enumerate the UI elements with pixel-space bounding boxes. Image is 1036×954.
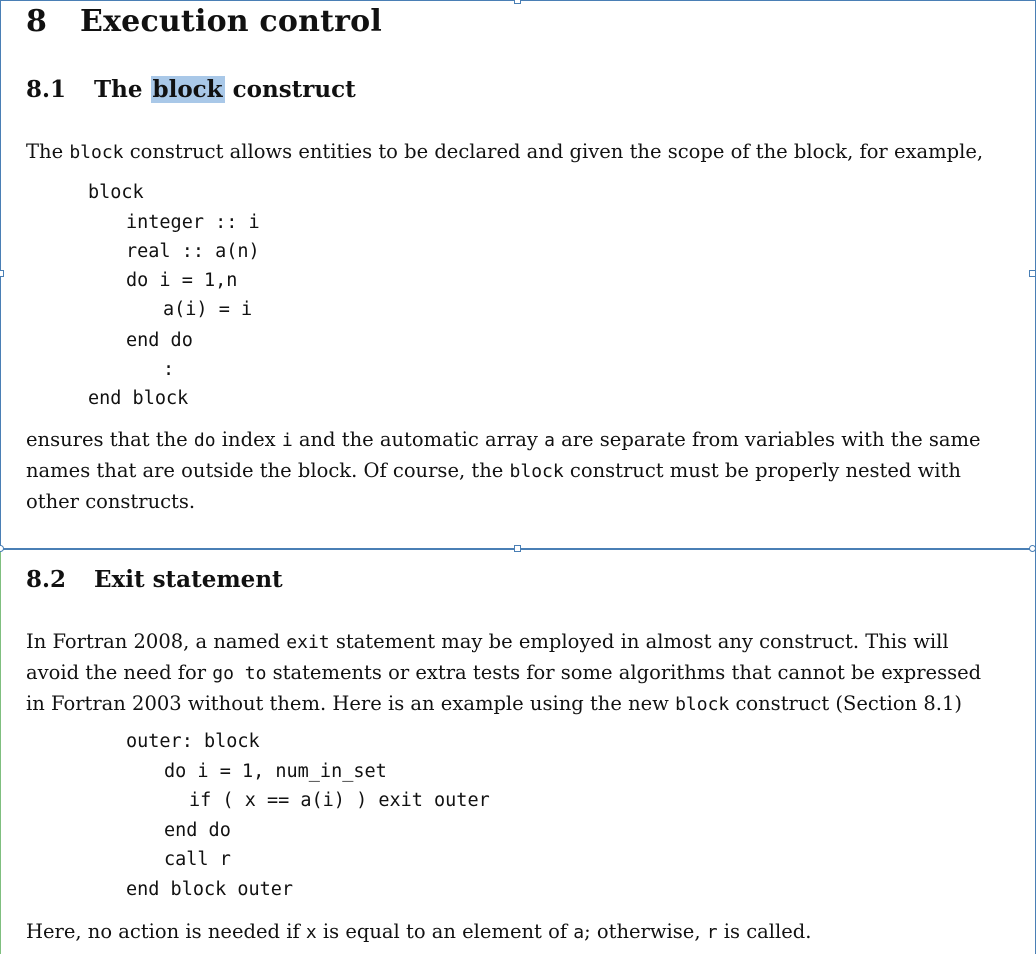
code-line: end block xyxy=(88,388,189,409)
section-title: Execution control xyxy=(80,4,382,39)
resize-handle-bottom-right[interactable] xyxy=(1029,545,1036,552)
code-line: call r xyxy=(164,849,231,870)
code-line: integer :: i xyxy=(126,212,260,233)
subsection-title-end: construct xyxy=(232,76,356,103)
subsection-title-start: The xyxy=(94,76,143,103)
subsection-title: Exit statement xyxy=(94,566,283,593)
subsection-heading-block xyxy=(26,76,356,103)
block-intro-paragraph: The block construct allows entities to be declared and given the scope of the block, for example, xyxy=(26,140,984,163)
code-line: do i = 1, num_in_set xyxy=(164,761,387,782)
code-line: end block outer xyxy=(126,879,294,900)
code-line: end do xyxy=(126,330,193,351)
section-number: 8 xyxy=(26,4,48,39)
resize-handle-bottom[interactable] xyxy=(514,545,521,552)
code-line: block xyxy=(88,182,144,203)
resize-handle-top[interactable] xyxy=(514,0,521,4)
code-line: : xyxy=(163,359,175,380)
code-line: outer: block xyxy=(126,731,260,752)
block-explanation-paragraph: ensures that the do index i and the automatic array a are separate from variables with the same names that are outside the block. Of course, the block construct must be properly nested with other constructs. xyxy=(26,428,981,513)
exit-explanation-paragraph: Here, no action is needed if x is equal to an element of a; otherwise, r is called. xyxy=(26,920,812,943)
search-highlight[interactable]: block xyxy=(152,76,223,103)
code-line: if ( x == a(i) ) exit outer xyxy=(189,790,490,811)
code-line: a(i) = i xyxy=(163,299,253,320)
resize-handle-right[interactable] xyxy=(1029,270,1036,277)
resize-handle-left[interactable] xyxy=(0,270,4,277)
subsection-number: 8.2 xyxy=(26,566,67,593)
code-line: end do xyxy=(164,820,231,841)
exit-intro-paragraph: In Fortran 2008, a named exit statement may be employed in almost any construct. This will avoid the need for go to statements or extra tests for some algorithms that cannot be expressed in Fortran 2003 without them. Here is an example using the new block construct (Section 8.1) xyxy=(26,630,982,715)
subsection-number: 8.1 xyxy=(26,76,67,103)
code-line: do i = 1,n xyxy=(126,270,238,291)
subsection-heading-exit xyxy=(26,566,283,593)
code-line: real :: a(n) xyxy=(126,241,260,262)
section-heading xyxy=(26,4,382,39)
